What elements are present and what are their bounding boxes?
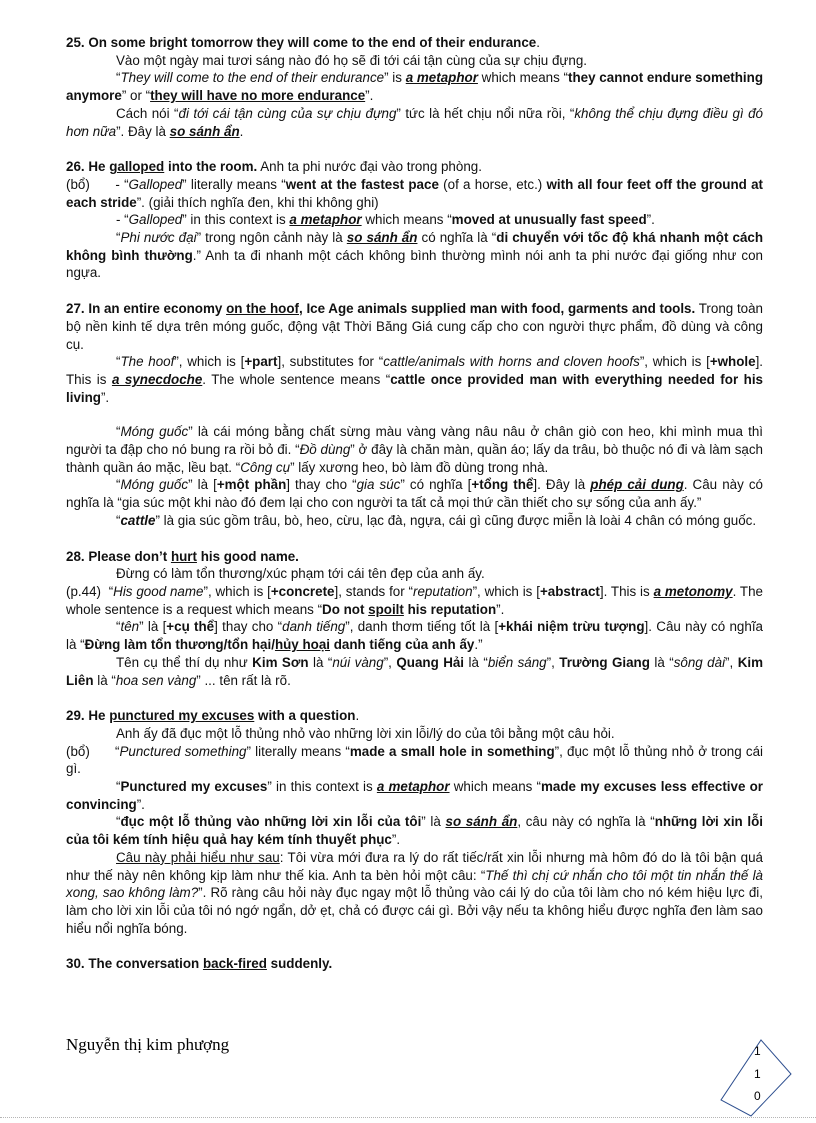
section-25-vi: Vào một ngày mai tươi sáng nào đó họ sẽ đi tới cái tận cùng của sự chịu đựng. xyxy=(116,52,587,68)
page-number-digit: 0 xyxy=(754,1089,761,1103)
section-26-literal: (bổ) - “Galloped” literally means “went at the fastest pace (of a horse, etc.) with all four feet off the ground at each stride”. (giải thích nghĩa đen, khi thi không ghi) xyxy=(66,176,763,210)
section-30-heading: 30. The conversation back-fired suddenly. xyxy=(66,956,333,972)
section-27-vi-analysis: “Móng guốc” là [+một phần] thay cho “gia súc” có nghĩa [+tổng thể]. Đây là phép cải dung. Câu này có nghĩa là “gia súc một khi nào đó đem lại cho con người ta tất cả mọi thứ cần thiết cho sự sống của anh ấy.” xyxy=(66,477,763,511)
section-29-explanation: Câu này phải hiểu như sau: Tôi vừa mới đưa ra lý do rất tiếc/rất xin lỗi nhưng mà hôm đó do là tôi bận quá như thế này nên không kịp làm như thế kia. Anh ta bèn hỏi một câu: “Thế thì chị cứ nhắn cho tôi một tin nhắn thế là xong, sao không làm?”. Rõ ràng câu hỏi này đục ngay một lỗ thủng vào cái lý do của tôi làm cho nó kém hiệu lực đi, làm cho lời xin lỗi của tôi nó ngớ ngẩn, dở ẹt, chả có được cái gì. Bởi vậy nếu ta không hiểu được nghĩa đen làm sao hiểu nổi nghĩa bóng. xyxy=(66,849,764,936)
section-29-vi-analysis: “đục một lỗ thủng vào những lời xin lỗi của tôi” là so sánh ẩn, câu này có nghĩa là “những lời xin lỗi của tôi kém tính hiệu quả hay kém tính thuyết phục”. xyxy=(66,814,764,848)
page-number-digit: 1 xyxy=(754,1044,761,1058)
section-29-vi: Anh ấy đã đục một lỗ thủng nhỏ vào những lời xin lỗi/lý do của tôi bằng một câu hỏi. xyxy=(116,725,615,741)
section-25-analysis: “They will come to the end of their endurance” is a metaphor which means “they cannot endure something anymore” or “they will have no more endurance”. xyxy=(66,70,764,104)
author-name: Nguyễn thị kim phượng xyxy=(66,1035,230,1054)
document-page xyxy=(66,34,763,973)
section-26-heading: 26. He galloped into the room. Anh ta phi nước đại vào trong phòng. xyxy=(66,159,482,175)
page-number-badge xyxy=(717,1038,795,1118)
section-29-heading: 29. He punctured my excuses with a question. xyxy=(66,708,360,724)
section-28-name-examples: Tên cụ thể thí dụ như Kim Sơn là “núi vàng”, Quang Hải là “biển sáng”, Trường Giang là “sông dài”, Kim Liên là “hoa sen vàng” ... tên rất là rõ. xyxy=(66,654,763,688)
section-27-synecdoche: “The hoof”, which is [+part], substitutes for “cattle/animals with horns and cloven hoofs”, which is [+whole]. This is a synecdoche. The whole sentence means “cattle once provided man with everything needed for his living”. xyxy=(66,354,764,405)
page-number-digit: 1 xyxy=(754,1067,761,1081)
section-29-literal: (bổ) “Punctured something” literally means “made a small hole in something”, đục một lỗ thủng nhỏ ở trong cái gì. xyxy=(66,743,763,777)
section-25-heading: 25. On some bright tomorrow they will come to the end of their endurance. xyxy=(66,35,540,50)
section-25-vi-analysis: Cách nói “đi tới cái tận cùng của sự chịu đựng” tức là hết chịu nổi nữa rồi, “không thể chịu đựng điều gì đó hơn nữa”. Đây là so sánh ẩn. xyxy=(66,105,763,139)
section-28-metonymy: (p.44) “His good name”, which is [+concrete], stands for “reputation”, which is [+abstract]. This is a metonomy. The whole sentence is a request which means “Do not spoilt his reputation”. xyxy=(66,583,763,617)
section-28-vi: Đừng có làm tổn thương/xúc phạm tới cái tên đẹp của anh ấy. xyxy=(116,566,485,582)
footer-divider xyxy=(0,1117,816,1118)
section-28-heading: 28. Please don’t hurt his good name. xyxy=(66,548,299,564)
section-29-metaphor: “Punctured my excuses” in this context is a metaphor which means “made my excuses less effective or convincing”. xyxy=(66,779,763,812)
section-26-metaphor: - “Galloped” in this context is a metaphor which means “moved at unusually fast speed”. xyxy=(116,212,655,228)
section-27-cattle-note: “cattle” là gia súc gồm trâu, bò, heo, cừu, lạc đà, ngựa, cái gì cũng được miễn là loài 4 chân có móng guốc. xyxy=(116,512,757,528)
section-27-vi-explain: “Móng guốc” là cái móng bằng chất sừng màu vàng vàng nâu nâu ở chân giò con heo, khi mình mua thì người ta đập cho nó bung ra rồi bỏ đi. “Đồ dùng” ở đây là chăn màn, quần áo; lấy da trâu, bò thuộc nó đi và làm sạch thành quần áo mặc, lều bạt. “Công cụ” lấy xương heo, bò làm đồ dùng trong nhà. xyxy=(66,424,763,475)
section-27-heading: 27. In an entire economy on the hoof, Ice Age animals supplied man with food, garments and tools. Trong toàn bộ nền kinh tế dựa trên móng guốc, động vật Thời Băng Giá cung cấp cho con người thực phẩm, đồ dùng và công cụ. xyxy=(66,301,764,352)
section-26-vi-analysis: “Phi nước đại” trong ngôn cảnh này là so sánh ẩn có nghĩa là “di chuyển với tốc độ khá nhanh một cách không bình thường.” Anh ta đi nhanh một cách không bình thường mình nói anh ta phi nước đại giống như con ngựa. xyxy=(66,230,764,281)
section-28-vi-analysis: “tên” là [+cụ thể] thay cho “danh tiếng”, danh thơm tiếng tốt là [+khái niệm trừu tượng]. Câu này có nghĩa là “Đừng làm tổn thương/tổn hại/hủy hoại danh tiếng của anh ấy.” xyxy=(66,619,763,653)
